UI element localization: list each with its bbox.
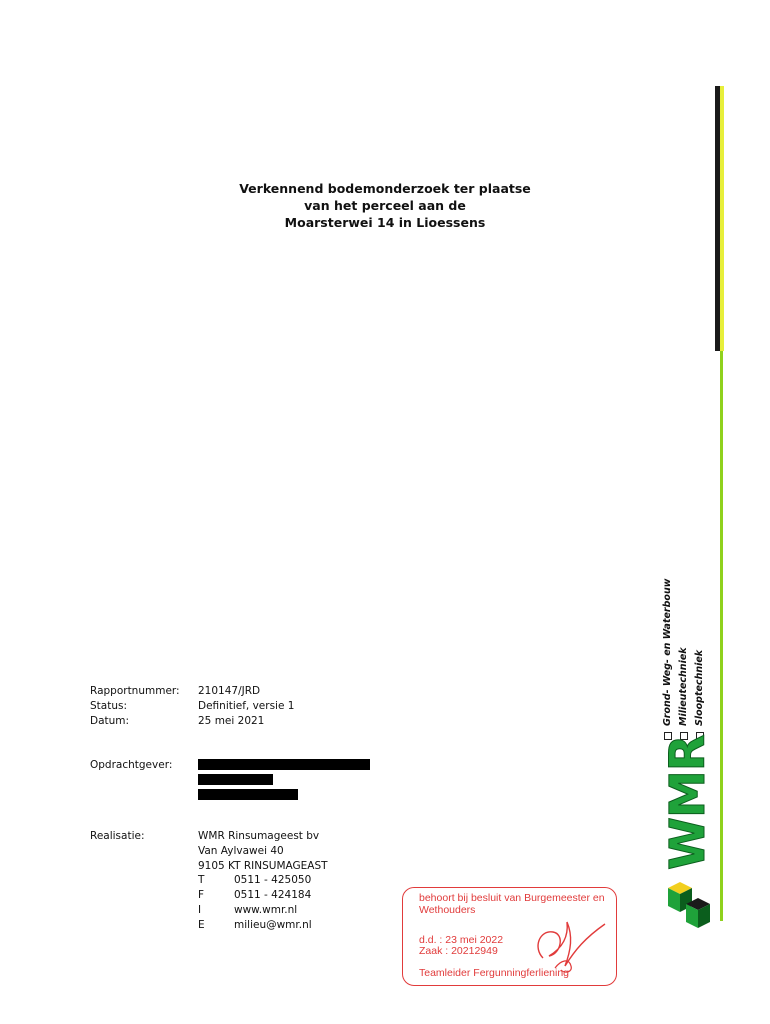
opdrachtgever-label: Opdrachtgever: <box>90 759 173 771</box>
stamp-role: Teamleider Fergunningferliening <box>419 967 570 979</box>
service-item <box>660 500 676 740</box>
service-label: Slooptechniek <box>694 649 705 726</box>
email-key: E <box>198 919 205 931</box>
rapportnummer-label: Rapportnummer: <box>90 685 180 697</box>
service-label: Milieutechniek <box>678 647 689 726</box>
service-item <box>676 500 692 740</box>
redaction-bar <box>198 789 298 800</box>
web-value: www.wmr.nl <box>234 904 298 916</box>
datum-value: 25 mei 2021 <box>198 715 265 727</box>
stamp-case: Zaak : 20212949 <box>419 945 498 957</box>
report-title <box>200 180 570 231</box>
fax-value: 0511 - 424184 <box>234 889 312 901</box>
company-name: WMR Rinsumageest bv <box>198 830 320 842</box>
phone-key: T <box>198 874 205 886</box>
title-line-3: Moarsterwei 14 in Lioessens <box>284 215 486 230</box>
signature-icon <box>525 910 615 984</box>
status-label: Status: <box>90 700 127 712</box>
datum-label: Datum: <box>90 715 130 727</box>
redaction-bar <box>198 774 273 785</box>
wmr-logo: WMR <box>660 735 716 870</box>
stamp-date: d.d. : 23 mei 2022 <box>419 934 504 946</box>
services-list <box>660 500 710 740</box>
stamp-text: behoort bij besluit van Burgemeester en Wethouders <box>419 892 605 916</box>
web-key: I <box>198 904 202 916</box>
fax-key: F <box>198 889 205 901</box>
realisatie-label: Realisatie: <box>90 830 145 842</box>
email-value: milieu@wmr.nl <box>234 919 312 931</box>
rapportnummer-value: 210147/JRD <box>198 685 261 697</box>
status-value: Definitief, versie 1 <box>198 700 295 712</box>
company-address: Van Aylvawei 40 <box>198 845 284 857</box>
service-label: Grond- Weg- en Waterbouw <box>662 578 673 726</box>
company-postal: 9105 KT RINSUMAGEAST <box>198 860 328 872</box>
title-line-2: van het perceel aan de <box>304 198 466 213</box>
title-line-1: Verkennend bodemonderzoek ter plaatse <box>239 181 531 196</box>
redaction-bar <box>198 759 370 770</box>
service-item <box>692 500 708 740</box>
logo-mark-icon <box>666 878 716 942</box>
phone-value: 0511 - 425050 <box>234 874 312 886</box>
brand-bar-yellow <box>720 86 724 351</box>
